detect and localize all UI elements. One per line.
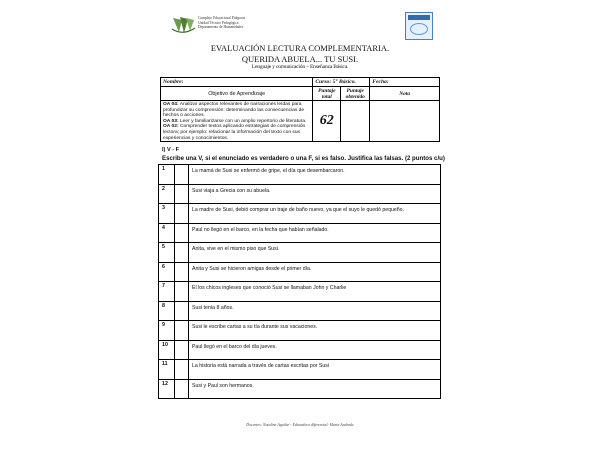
answer-box[interactable] [175,184,189,204]
statement-number: 3 [159,204,175,224]
answer-box[interactable] [175,165,189,185]
school-line: Complejo Educacional Pitágoras [198,16,246,20]
curso-field: Curso: 5° Básico. [313,78,370,87]
statement-number: 11 [159,360,175,380]
statement-row [159,165,441,185]
puntaje-obtenido-cell[interactable] [341,101,370,142]
program-badge-icon [405,12,433,40]
statement-row [159,379,441,399]
nota-cell[interactable] [370,101,440,142]
statement-row [159,340,441,360]
nombre-field[interactable]: Nombre: [161,78,313,87]
statement-text: Anita y Susi se hicieron amigas desde el primer día. [189,262,441,282]
student-info-table [160,77,440,142]
statement-text: Susi y Paul son hermanos. [189,379,441,399]
statement-number: 7 [159,282,175,302]
section-heading: I) V - F [162,147,180,153]
statement-number: 4 [159,223,175,243]
subtitle: Lenguaje y comunicación – Enseñanza Básica. [251,64,349,70]
statement-number: 1 [159,165,175,185]
answer-box[interactable] [175,340,189,360]
statement-row [159,262,441,282]
objective-item: OA 03: Leer y familiarizarse con un amplio repertorio de literatura. [163,118,307,124]
answer-box[interactable] [175,379,189,399]
statement-text: El los chicos ingleses que conoció Susi se llamaban John y Charlie [189,282,441,302]
statement-number: 2 [159,184,175,204]
statement-text: La historia está narrada a través de cartas escritas por Susi [189,360,441,380]
answer-box[interactable] [175,223,189,243]
statement-text: Susi tenía 8 años. [189,301,441,321]
statement-row [159,204,441,224]
statement-number: 8 [159,301,175,321]
answer-box[interactable] [175,282,189,302]
statement-row [159,184,441,204]
footer-credits: Docentes: Nataline Aguilar - Educadora diferencial: Marta Andrade [246,423,354,427]
answer-box[interactable] [175,321,189,341]
puntaje-total-value: 62 [313,101,341,142]
statement-text: La mamá de Susi se enfermó de gripe, el día que desembarcaron. [189,165,441,185]
statement-row [159,243,441,263]
statement-row [159,301,441,321]
statement-row [159,223,441,243]
school-info [198,16,245,30]
answer-box[interactable] [175,360,189,380]
answer-box[interactable] [175,262,189,282]
nota-header: Nota [370,87,440,101]
statement-row [159,321,441,341]
school-line: Departamento de Humanidades [198,25,244,30]
puntaje-total-header: Puntaje total [313,87,341,101]
statement-number: 9 [159,321,175,341]
statement-number: 5 [159,243,175,263]
statement-text: Paul no llegó en el barco, en la fecha que habían señalado. [189,223,441,243]
true-false-table [158,164,441,399]
statement-number: 6 [159,262,175,282]
statement-text: Susi viaja a Grecia con su abuela. [189,184,441,204]
answer-box[interactable] [175,243,189,263]
puntaje-obtenido-header: Puntaje obtenido [341,87,370,101]
objective-item: OA 04: Analizar aspectos relevantes de narraciones leídas para profundizar su comprensión: determinando las consecuencias de hechos o acciones. [163,102,305,119]
statement-text: Paul llegó en el barco del día jueves. [189,340,441,360]
statement-row [159,360,441,380]
school-crest-icon [170,14,196,36]
objective-item: OA 02: Comprender textos aplicando estrategias de comprensión lectora; por ejemplo: relacionar la información del texto con sus experiencias y conocimientos. [163,124,306,141]
statement-row [159,282,441,302]
title-line-2: QUERIDA ABUELA... TU SUSI. [241,54,359,64]
instructions: Escribe una V, si el enunciado es verdadero o una F, si es falso. Justifica las falsas. (2 puntos c/u) [162,155,445,162]
objetivo-header: Objetivo de Aprendizaje [161,87,313,101]
statement-text: La madre de Susi, debió comprar un traje de baño nuevo, ya que el suyo le quedó pequeño. [189,204,441,224]
title-line-1: EVALUACIÓN LECTURA COMPLEMENTARIA. [210,43,390,53]
statement-text: Susi le escribe cartas a su tía durante sus vacaciones. [189,321,441,341]
answer-box[interactable] [175,301,189,321]
statement-number: 12 [159,379,175,399]
objectives-cell [161,101,313,142]
statement-number: 10 [159,340,175,360]
answer-box[interactable] [175,204,189,224]
school-line: Unidad Técnico Pedagógica [198,20,239,25]
statement-text: Anita, vive en el mismo piso que Susi. [189,243,441,263]
fecha-field[interactable]: Fecha: [370,78,440,87]
